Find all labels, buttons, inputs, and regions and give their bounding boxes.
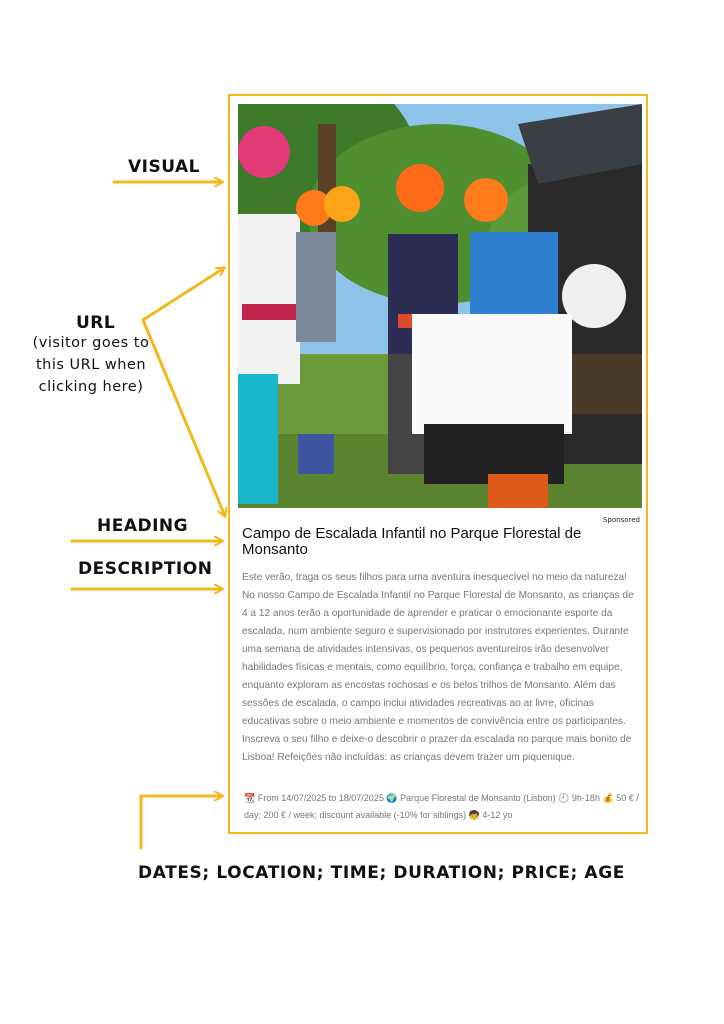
bottom-label: DATES; LOCATION; TIME; DURATION; PRICE; AGE [138,863,625,883]
url-note: (visitor goes to this URL when clicking here) [32,335,150,395]
photo-illustration [238,104,642,508]
ad-description: Este verão, traga os seus filhos para uma aventura inesquecível no meio da natureza! No nosso Campo de Escalada Infantil no Parque Florestal de Monsanto, as crianças de 4 a 12 anos terão a oportunidade de aprender e praticar o emocionante esporte da escalada, num ambiente seguro e supervisionado por instrutores experientes. Durante uma semana de atividades intensivas, os pequenos aventureiros irão desenvolver habilidades físicas e mentais, como equilíbrio, força, confiança e trabalho em equipe, enquanto exploram as encostas rochosas e os belos trilhos de Monsanto. Além das sessões de escalada, o campo inclui atividades recreativas ao ar livre, oficinas educativas sobre o meio ambiente e momentos de convivência entre os participantes. Inscreva o seu filho e deixe-o descobrir o prazer da escalada no parque mais bonito de Lisboa! Refeições não incluídas: as crianças devem trazer um piquenique. [242,572,634,763]
ad-dates: From 14/07/2025 to 18/07/2025 [257,793,384,803]
ad-image[interactable] [238,104,642,508]
ad-age: 4-12 yo [482,810,513,820]
money-bag-icon: 💰 [602,793,614,803]
url-arrow-up [143,268,224,320]
calendar-icon: 📆 [244,793,256,803]
url-arrow-down [143,320,225,516]
ad-location: Parque Florestal de Monsanto (Lisbon) [400,793,556,803]
globe-icon: 🌍 [386,793,398,803]
heading-label: HEADING [97,516,189,536]
description-label: DESCRIPTION [78,559,213,579]
ad-price: 50 € / day; 200 € / week; discount available (-10% for siblings) [244,793,639,820]
sponsored-label: Sponsored [602,516,640,524]
clock-icon: 🕘 [558,793,570,803]
visual-label: VISUAL [128,157,200,177]
ad-card[interactable] [228,94,648,834]
child-icon: 🧒 [468,810,480,820]
ad-meta [244,790,640,824]
ad-time: 9h-18h [571,793,600,803]
url-label: URL [76,313,116,333]
bottom-arrow [141,796,222,848]
ad-heading[interactable]: Campo de Escalada Infantil no Parque Florestal de Monsanto [242,525,582,558]
